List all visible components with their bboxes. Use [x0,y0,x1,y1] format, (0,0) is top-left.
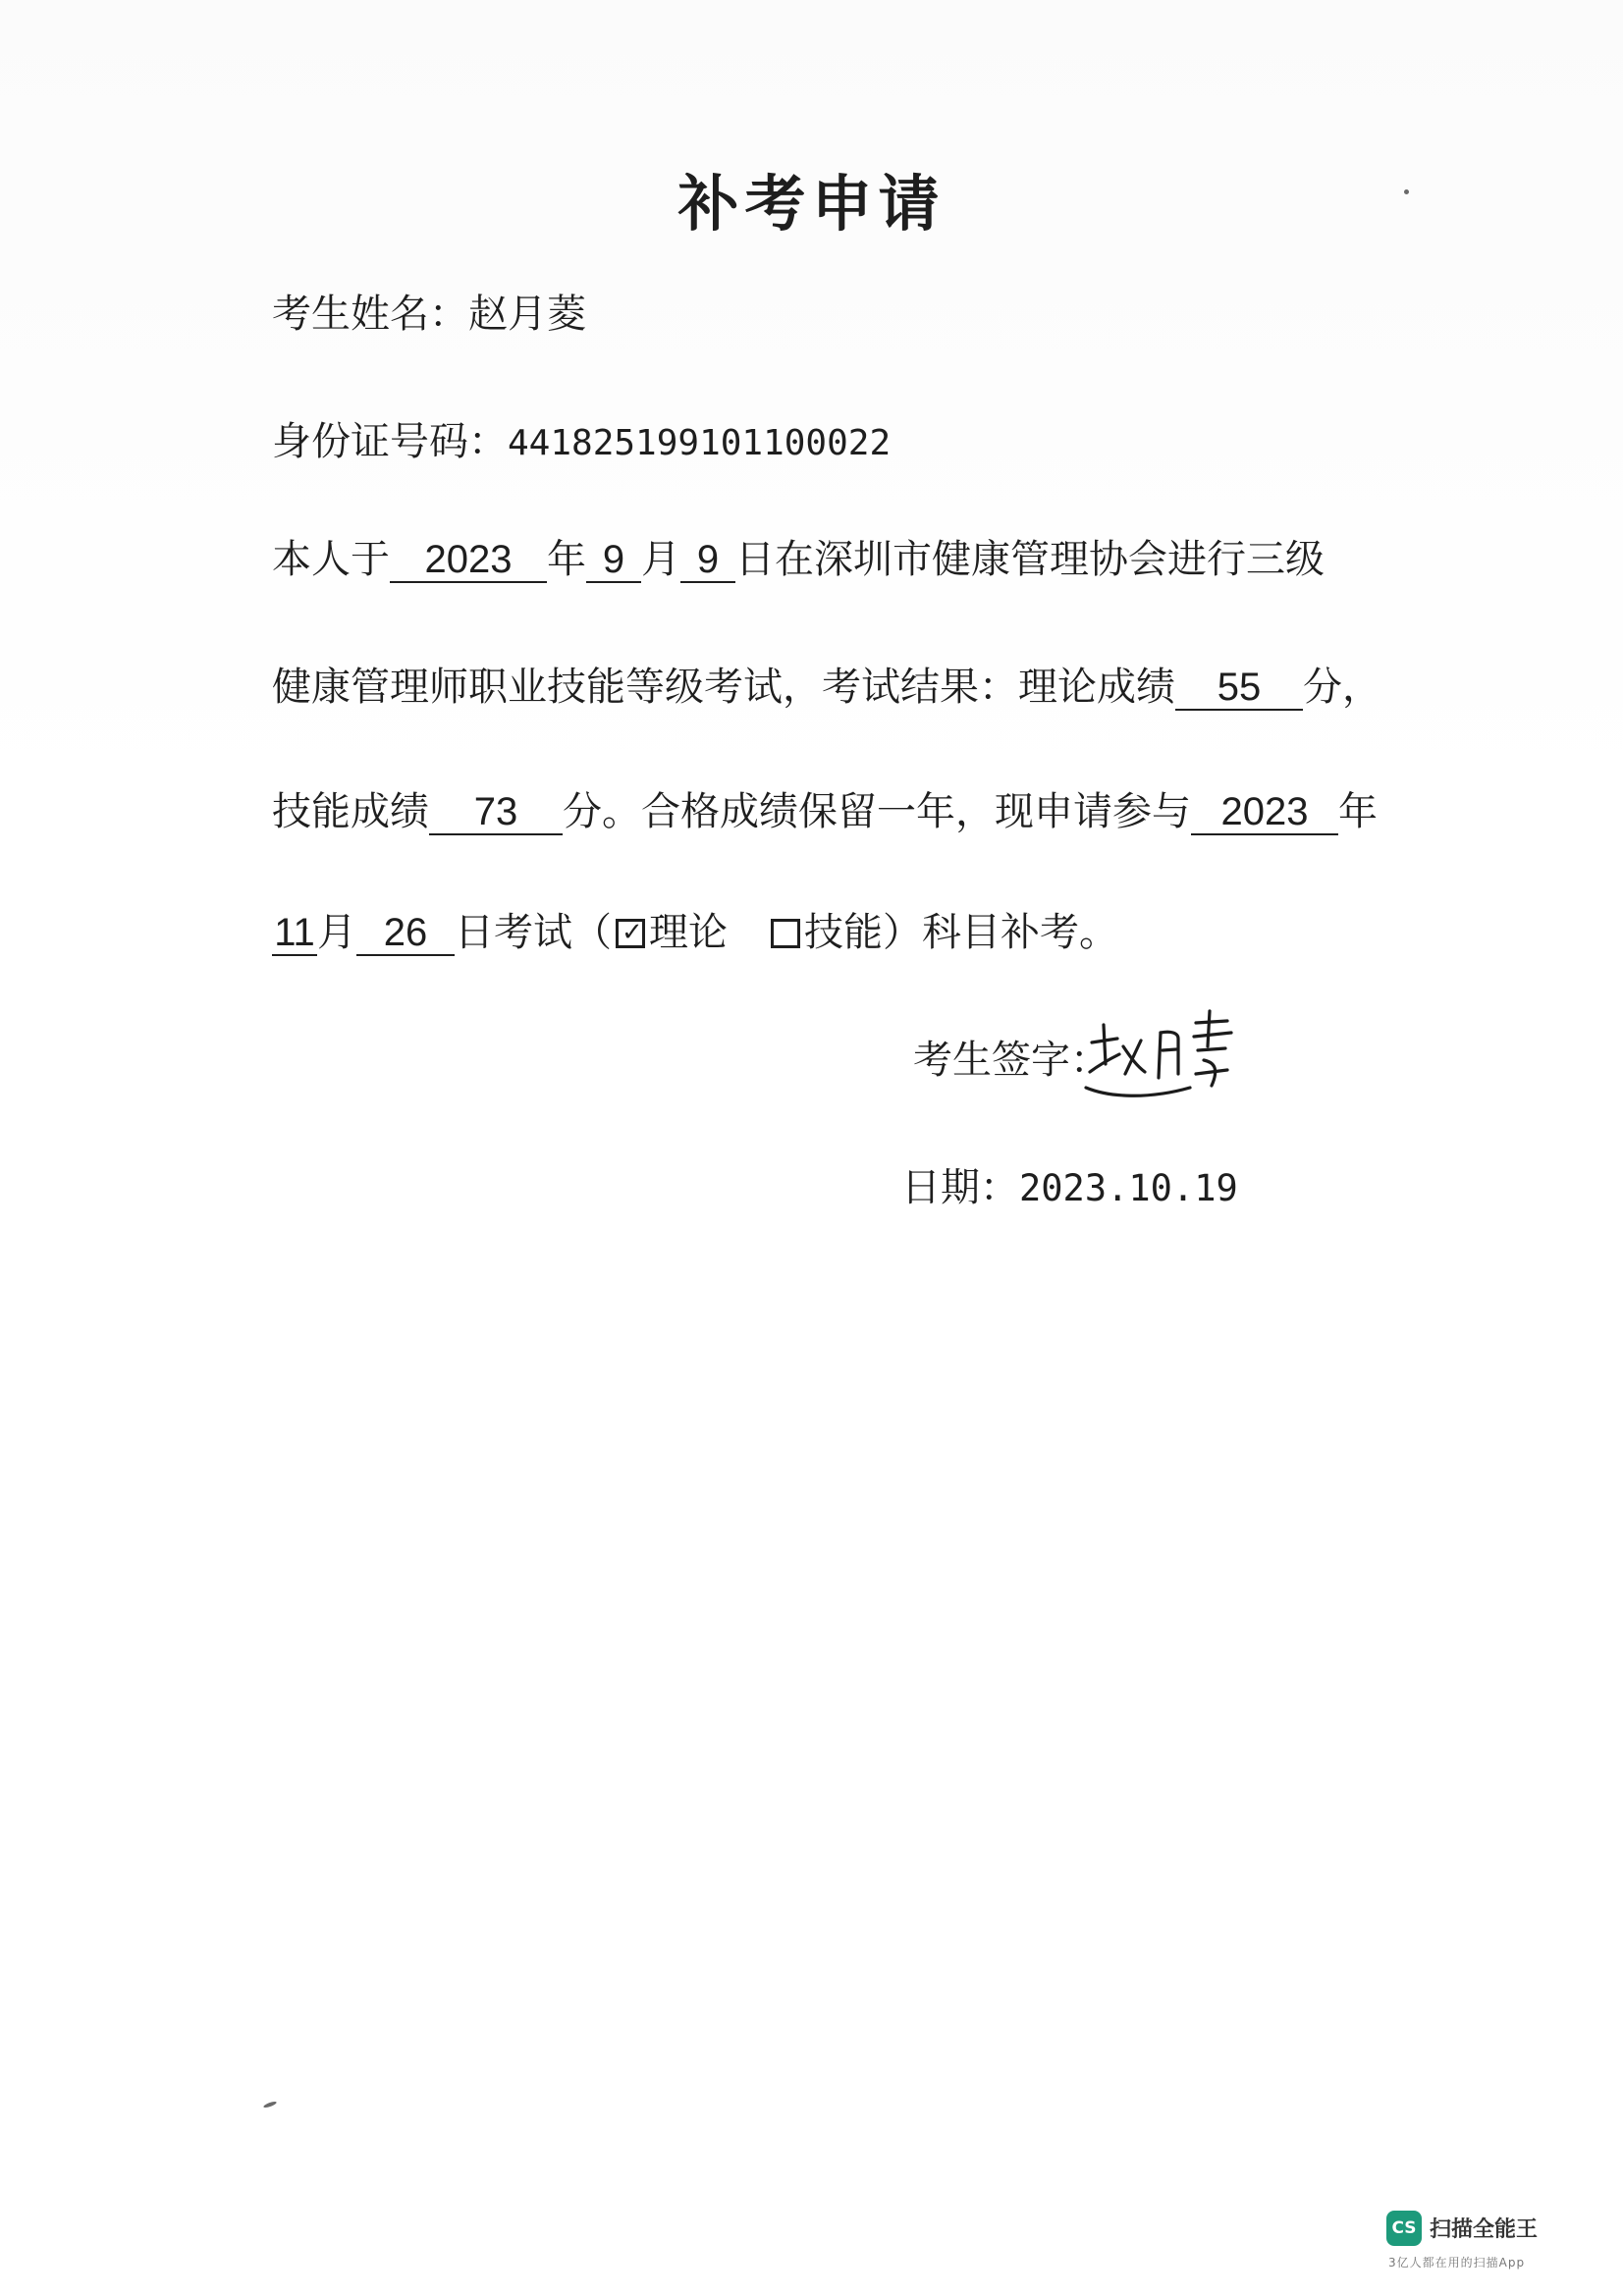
name-line [272,283,586,339]
retake-month-blank: 11 [272,911,317,956]
text-segment: ）科目补考。 [883,910,1118,955]
scan-speck [263,2101,278,2109]
text-segment: 日在深圳市健康管理协会进行三级 [735,537,1325,582]
id-value: 441825199101100022 [508,423,892,463]
date-line [901,1156,1238,1212]
skill-score-blank: 73 [429,790,563,835]
scan-speck [1404,189,1409,194]
name-value: 赵月菱 [468,292,586,337]
retake-day-blank: 26 [356,911,455,956]
date-label: 日期： [901,1165,1019,1210]
handwritten-signature [1080,1003,1237,1111]
theory-checkbox[interactable] [616,919,645,948]
theory-score-blank: 55 [1175,666,1303,711]
exam-day-blank: 9 [680,538,735,583]
paragraph-line-3 [272,780,1378,836]
retake-year-blank: 2023 [1191,790,1338,835]
check-mark-icon: ✓ [622,918,643,947]
date-value: 2023.10.19 [1019,1167,1238,1209]
scanner-app-name: 扫描全能王 [1430,2217,1539,2242]
scanner-app-watermark [1386,2207,1593,2275]
paragraph-line-4 [272,901,1118,957]
scanner-app-tagline: 3亿人都在用的扫描App [1388,2256,1526,2269]
signature-label: 考生签字： [913,1038,1109,1083]
name-label: 考生姓名： [272,292,468,337]
id-label: 身份证号码： [272,419,508,464]
text-segment: 分。合格成绩保留一年，现申请参与 [563,789,1191,834]
skill-checkbox[interactable] [771,919,800,948]
text-segment: 健康管理师职业技能等级考试，考试结果：理论成绩 [272,665,1175,710]
theory-option-label: 理论 [649,910,728,955]
scanner-logo-icon: CS [1386,2211,1422,2246]
paragraph-line-1 [272,528,1325,584]
exam-year-blank: 2023 [390,538,547,583]
text-segment: 本人于 [272,537,390,582]
text-segment: 月 [641,537,680,582]
text-segment: 日考试（ [455,910,612,955]
text-segment: 月 [317,910,356,955]
text-segment: 年 [1338,789,1378,834]
document-title: 补考申请 [677,168,946,240]
text-segment: 年 [547,537,586,582]
id-line [272,410,891,466]
exam-month-blank: 9 [586,538,641,583]
text-segment: 分， [1303,665,1381,710]
paragraph-line-2 [272,656,1381,712]
skill-option-label: 技能 [804,910,883,955]
text-segment: 技能成绩 [272,789,429,834]
